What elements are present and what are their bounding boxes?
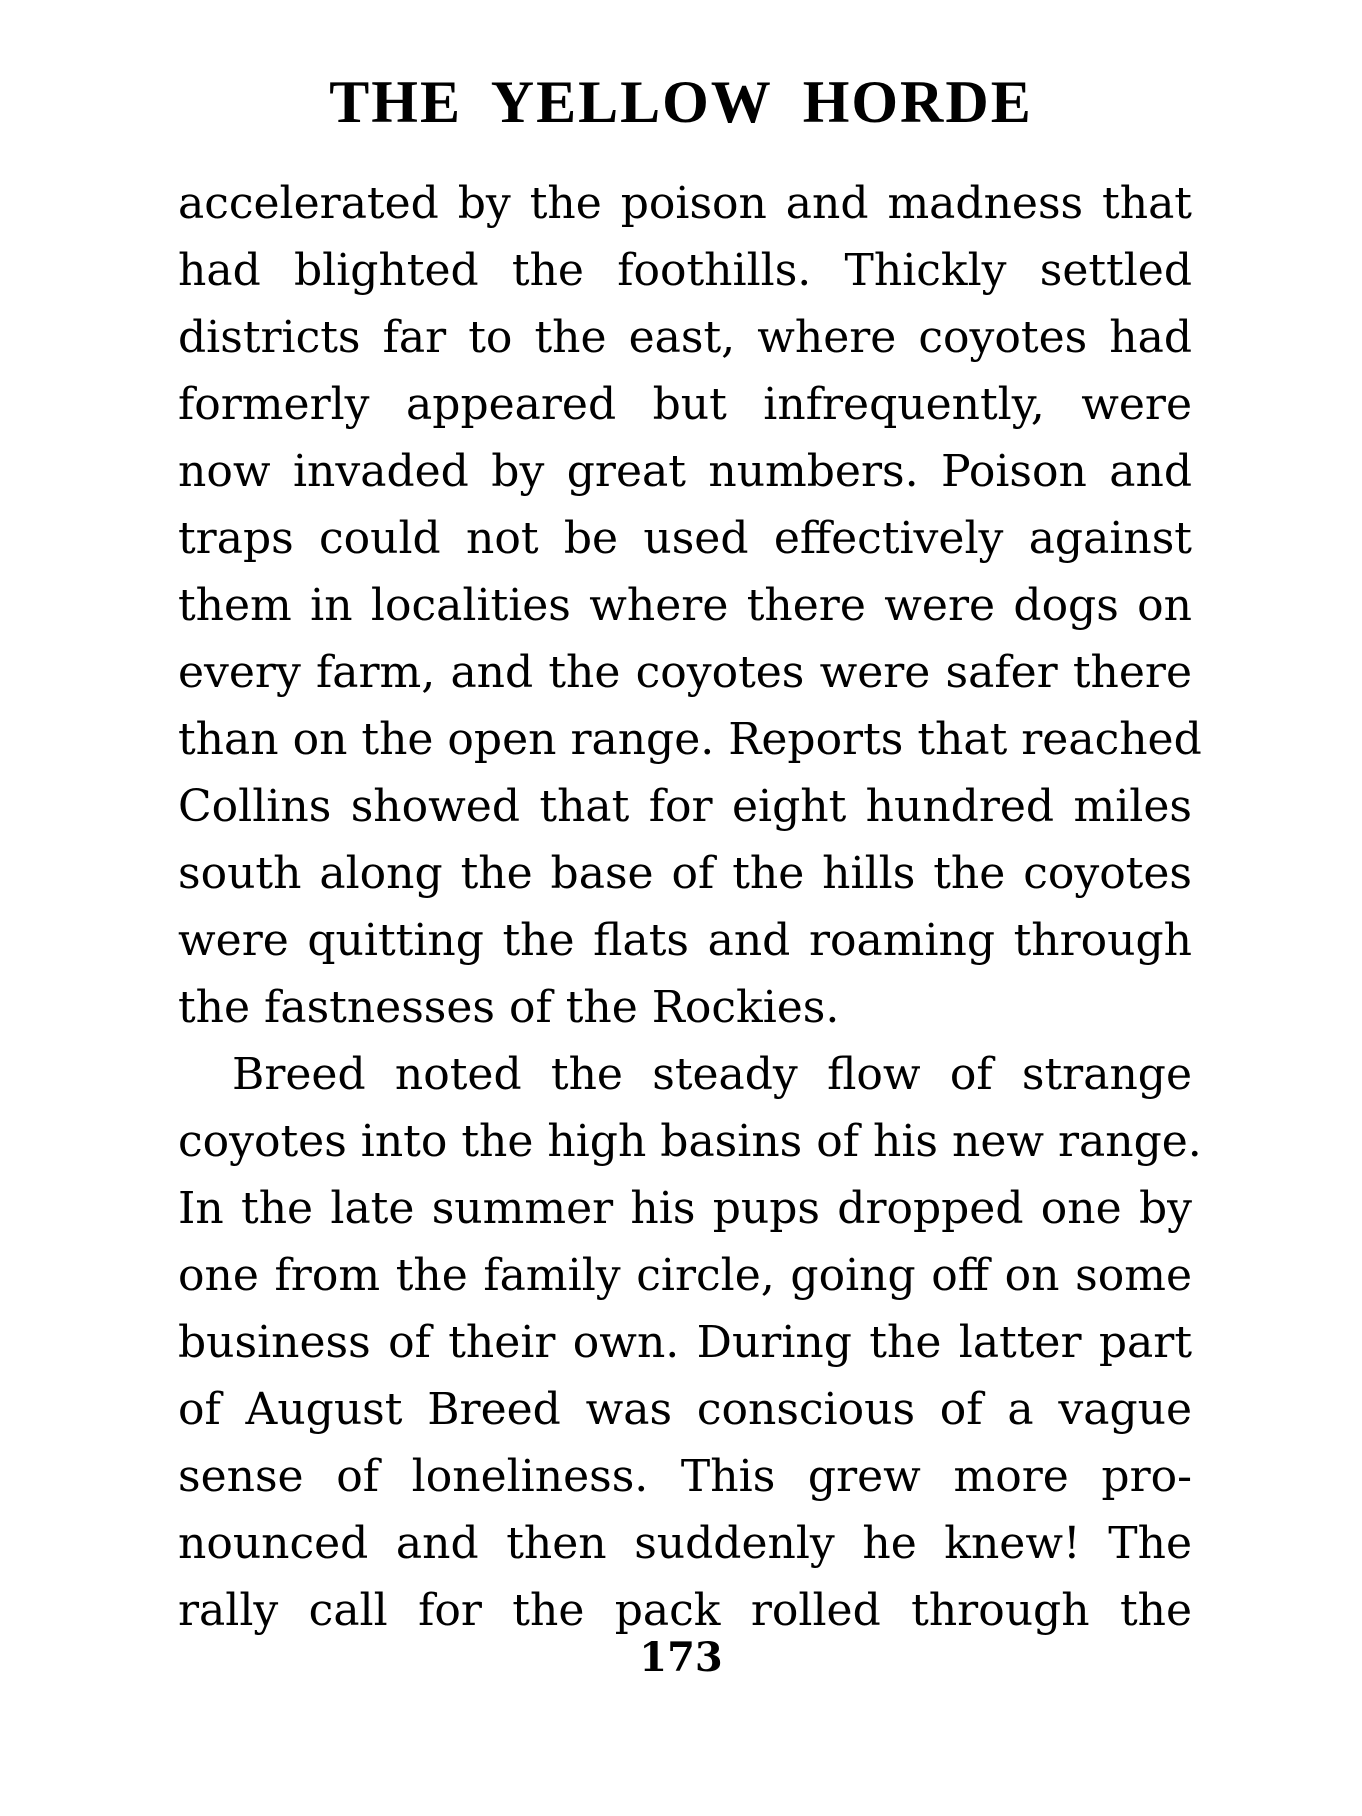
text-line: of August Breed was conscious of a vague	[178, 1384, 1192, 1435]
text-line: business of their own. During the latter part	[178, 1317, 1192, 1368]
text-line: districts far to the east, where coyotes had	[178, 312, 1192, 363]
text-line: formerly appeared but infrequently, were	[178, 379, 1192, 430]
text-line: coyotes into the high basins of his new range.	[178, 1116, 1202, 1167]
text-line: the fastnesses of the Rockies.	[178, 982, 840, 1033]
text-line: were quitting the flats and roaming through	[178, 915, 1192, 966]
text-line: Collins showed that for eight hundred miles	[178, 781, 1192, 832]
running-header-title: THE YELLOW HORDE	[329, 69, 1033, 135]
text-line: every farm, and the coyotes were safer there	[178, 647, 1192, 698]
text-line: accelerated by the poison and madness that	[178, 178, 1192, 229]
text-line: now invaded by great numbers. Poison and	[178, 446, 1192, 497]
text-line: than on the open range. Reports that reached	[178, 714, 1202, 765]
text-line: sense of loneliness. This grew more pro-	[178, 1451, 1192, 1502]
page-body-text	[178, 170, 1202, 1644]
text-line: nounced and then suddenly he knew! The	[178, 1518, 1192, 1569]
text-line: rally call for the pack rolled through the	[178, 1585, 1192, 1636]
text-line: Breed noted the steady flow of strange	[232, 1049, 1192, 1100]
text-line: traps could not be used effectively against	[178, 513, 1192, 564]
text-line: had blighted the foothills. Thickly settled	[178, 245, 1192, 296]
page-number: 173	[639, 1634, 723, 1681]
text-line: one from the family circle, going off on some	[178, 1250, 1192, 1301]
text-line: them in localities where there were dogs on	[178, 580, 1192, 631]
text-line: south along the base of the hills the coyotes	[178, 848, 1192, 899]
text-line: In the late summer his pups dropped one by	[178, 1183, 1192, 1234]
